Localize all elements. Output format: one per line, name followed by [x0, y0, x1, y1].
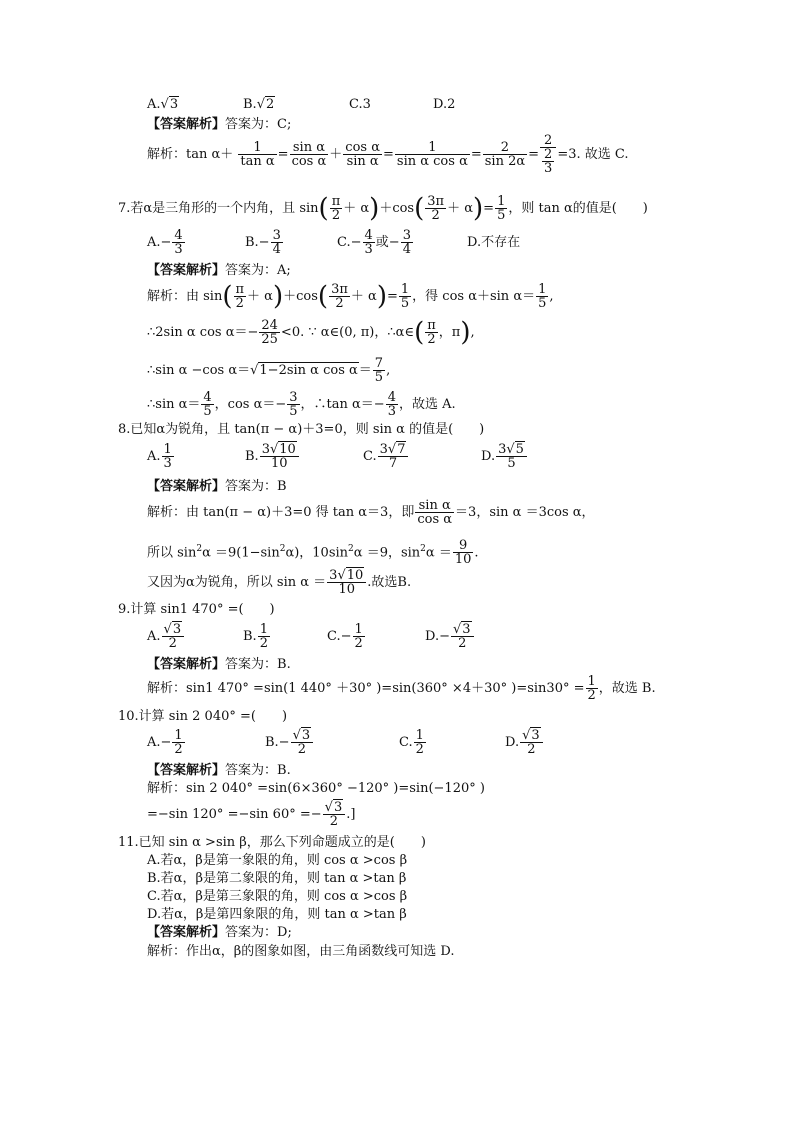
q11-answer — [147, 924, 292, 942]
answer-text: 答案为：A; — [225, 263, 291, 278]
fraction: $\frac{1}{\text{tan α}}$ — [240, 140, 275, 169]
q7-solution-line-2: ∴2sin α cos α＝− $\frac{24}{25}$ <0. ∵ α∈(0, π)，∴α∈( $\frac{\pi}{2}$ ，π), — [147, 317, 475, 348]
q8-option-c[interactable]: C. $\frac{3√7}{7}$ — [363, 440, 481, 474]
answer-text: 答案为：C; — [225, 117, 292, 132]
answer-text: 答案为：D; — [225, 925, 292, 940]
answer-tag: 【答案解析】 — [147, 117, 226, 132]
q7-option-b[interactable]: B.− $\frac{3}{4}$ — [245, 228, 281, 257]
q7-stem: 7.若α是三角形的一个内角，且 sin( $\frac{\pi}{2}$ ＋ α)＋cos( $\frac{3\pi}{2}$ ＋ α)= $\frac{1}{5}$ ，则 tan α的值是( ) — [118, 193, 648, 224]
q9-option-a[interactable]: A. $\frac{√3}{2}$ — [147, 620, 243, 654]
q11-option-b[interactable]: B.若α，β是第二象限的角，则 tan α >tan β — [147, 871, 407, 886]
q9-option-b[interactable]: B. $\frac{1}{2}$ — [243, 622, 268, 651]
q7-solution-line-3: ∴sin α −cos α＝√1−2sin α cos α＝ $\frac{7}{5}$ , — [147, 356, 391, 385]
compound-fraction: $\frac{2}{\frac{2}{3}}$ — [540, 134, 556, 175]
q7-solution-line-4: ∴sin α＝ $\frac{4}{5}$ ，cos α＝− $\frac{3}{5}$ ，∴tan α＝− $\frac{4}{3}$ ，故选 A. — [147, 390, 456, 419]
answer-tag: 【答案解析】 — [147, 263, 226, 278]
answer-text: 答案为：B — [225, 479, 287, 494]
answer-tag: 【答案解析】 — [147, 479, 226, 494]
q10-stem: 10.计算 sin 2 040° =( ) — [118, 709, 288, 724]
answer-tag: 【答案解析】 — [147, 657, 226, 672]
q7-option-d[interactable]: D.不存在 — [467, 235, 521, 250]
q8-solution-line-1: 解析：由 tan(π − α)＋3=0 得 tan α＝3，即 $\frac{\text{sin α}}{\text{cos α}}$ ＝3，sin α ＝3cos α， — [147, 498, 595, 527]
q11-stem: 11.已知 sin α >sin β，那么下列命题成立的是( ) — [118, 835, 426, 850]
q8-stem: 8.已知α为锐角，且 tan(π − α)＋3=0，则 sin α 的值是( ) — [118, 422, 485, 437]
q6-option-a[interactable]: A.√3 — [147, 97, 179, 112]
q8-answer — [147, 478, 287, 496]
q11-solution: 解析：作出α，β的图象如图，由三角函数线可知选 D. — [147, 944, 455, 959]
q7-solution-line-1: 解析：由 sin( $\frac{\pi}{2}$ ＋ α)＋cos( $\frac{3\pi}{2}$ ＋ α)= $\frac{1}{5}$ ，得 cos α＋sin α＝ $\frac{1}{5}$ , — [147, 281, 554, 312]
fraction: $\frac{2}{\sin 2\alpha}$ — [484, 140, 526, 169]
q6-option-b[interactable]: B.√2 — [243, 97, 275, 112]
fraction: $\frac{\text{cos α}}{\text{sin α}}$ — [345, 140, 380, 169]
q6-option-d[interactable]: D.2 — [433, 97, 456, 112]
q8-solution-line-2: 所以 $\sin^2\alpha =9(1-\sin^2\alpha)$，$10\sin^2\alpha =9$，$\sin^2\alpha$ ＝ $\frac{9}{10}$ . — [147, 538, 479, 568]
q7-answer — [147, 262, 291, 280]
fraction: $\frac{3\pi}{2}$ — [427, 194, 445, 223]
q11-option-d[interactable]: D.若α，β是第四象限的角，则 tan α >tan β — [147, 907, 407, 922]
fraction: $\frac{\pi}{2}$ — [331, 194, 341, 223]
q8-option-d[interactable]: D. $\frac{3√5}{5}$ — [481, 440, 528, 474]
q10-option-b[interactable]: B.− $\frac{√3}{2}$ — [265, 726, 399, 760]
q9-option-c[interactable]: C.− $\frac{1}{2}$ — [327, 622, 363, 651]
q9-answer — [147, 656, 291, 674]
q7-options — [147, 228, 520, 258]
q11-option-a[interactable]: A.若α，β是第一象限的角，则 cos α >cos β — [147, 853, 408, 868]
q9-stem: 9.计算 sin1 470° =( ) — [118, 602, 275, 617]
q10-option-d[interactable]: D. $\frac{√3}{2}$ — [505, 726, 544, 760]
q8-options — [147, 440, 528, 474]
answer-tag: 【答案解析】 — [147, 763, 226, 778]
q11-option-c[interactable]: C.若α，β是第三象限的角，则 cos α >cos β — [147, 889, 408, 904]
q9-option-d[interactable]: D.− $\frac{√3}{2}$ — [425, 620, 475, 654]
answer-tag: 【答案解析】 — [147, 925, 226, 940]
q7-option-c[interactable]: C.− $\frac{4}{3}$ 或− $\frac{3}{4}$ — [337, 228, 411, 257]
fraction: $\frac{\text{sin α}}{\text{cos α}}$ — [291, 140, 327, 169]
q10-option-c[interactable]: C. $\frac{1}{2}$ — [399, 728, 424, 757]
q10-answer — [147, 762, 291, 780]
q8-option-a[interactable]: A. $\frac{1}{3}$ — [147, 442, 172, 471]
square-root: √1−2sin α cos α — [250, 363, 358, 378]
q9-options — [147, 620, 475, 654]
q6-answer — [147, 116, 291, 134]
q10-solution-line-2: =−sin 120° =−sin 60° =− $\frac{√3}{2}$ .] — [147, 800, 356, 829]
q10-option-a[interactable]: A.− $\frac{1}{2}$ — [147, 728, 183, 757]
q8-option-b[interactable]: B. $\frac{3√10}{10}$ — [245, 440, 363, 474]
q9-solution: 解析：sin1 470° =sin(1 440° ＋30° )=sin(360° ×4＋30° )=sin30° = $\frac{1}{2}$ ，故选 B. — [147, 674, 656, 703]
answer-text: 答案为：B. — [225, 763, 291, 778]
q6-solution: 解析：tan α＋ $\frac{1}{\text{tan α}}$ = $\frac{\text{sin α}}{\text{cos α}}$ ＋ $\frac{\text{cos α}}{\text{sin α}}$ = $\frac{1}{\text{sin α cos α}}$ = $\frac{2}{\sin 2\alpha}$ = $\frac{2}{\frac{2}{3}}$ =3. 故选 C. — [147, 133, 629, 176]
answer-text: 答案为：B. — [225, 657, 291, 672]
q7-option-a[interactable]: A.− $\frac{4}{3}$ — [147, 228, 183, 257]
q6-options — [147, 96, 455, 114]
q8-solution-line-3: 又因为α为锐角，所以 sin α ＝ $\frac{3√10}{10}$ .故选B. — [147, 568, 412, 597]
q10-solution-line-1: 解析：sin 2 040° =sin(6×360° −120° )=sin(−120° ) — [147, 781, 485, 796]
fraction: $\frac{1}{\text{sin α cos α}}$ — [396, 140, 468, 169]
q6-option-c[interactable]: C.3 — [349, 97, 371, 112]
fraction: $\frac{1}{5}$ — [497, 194, 506, 223]
q10-options — [147, 726, 544, 760]
